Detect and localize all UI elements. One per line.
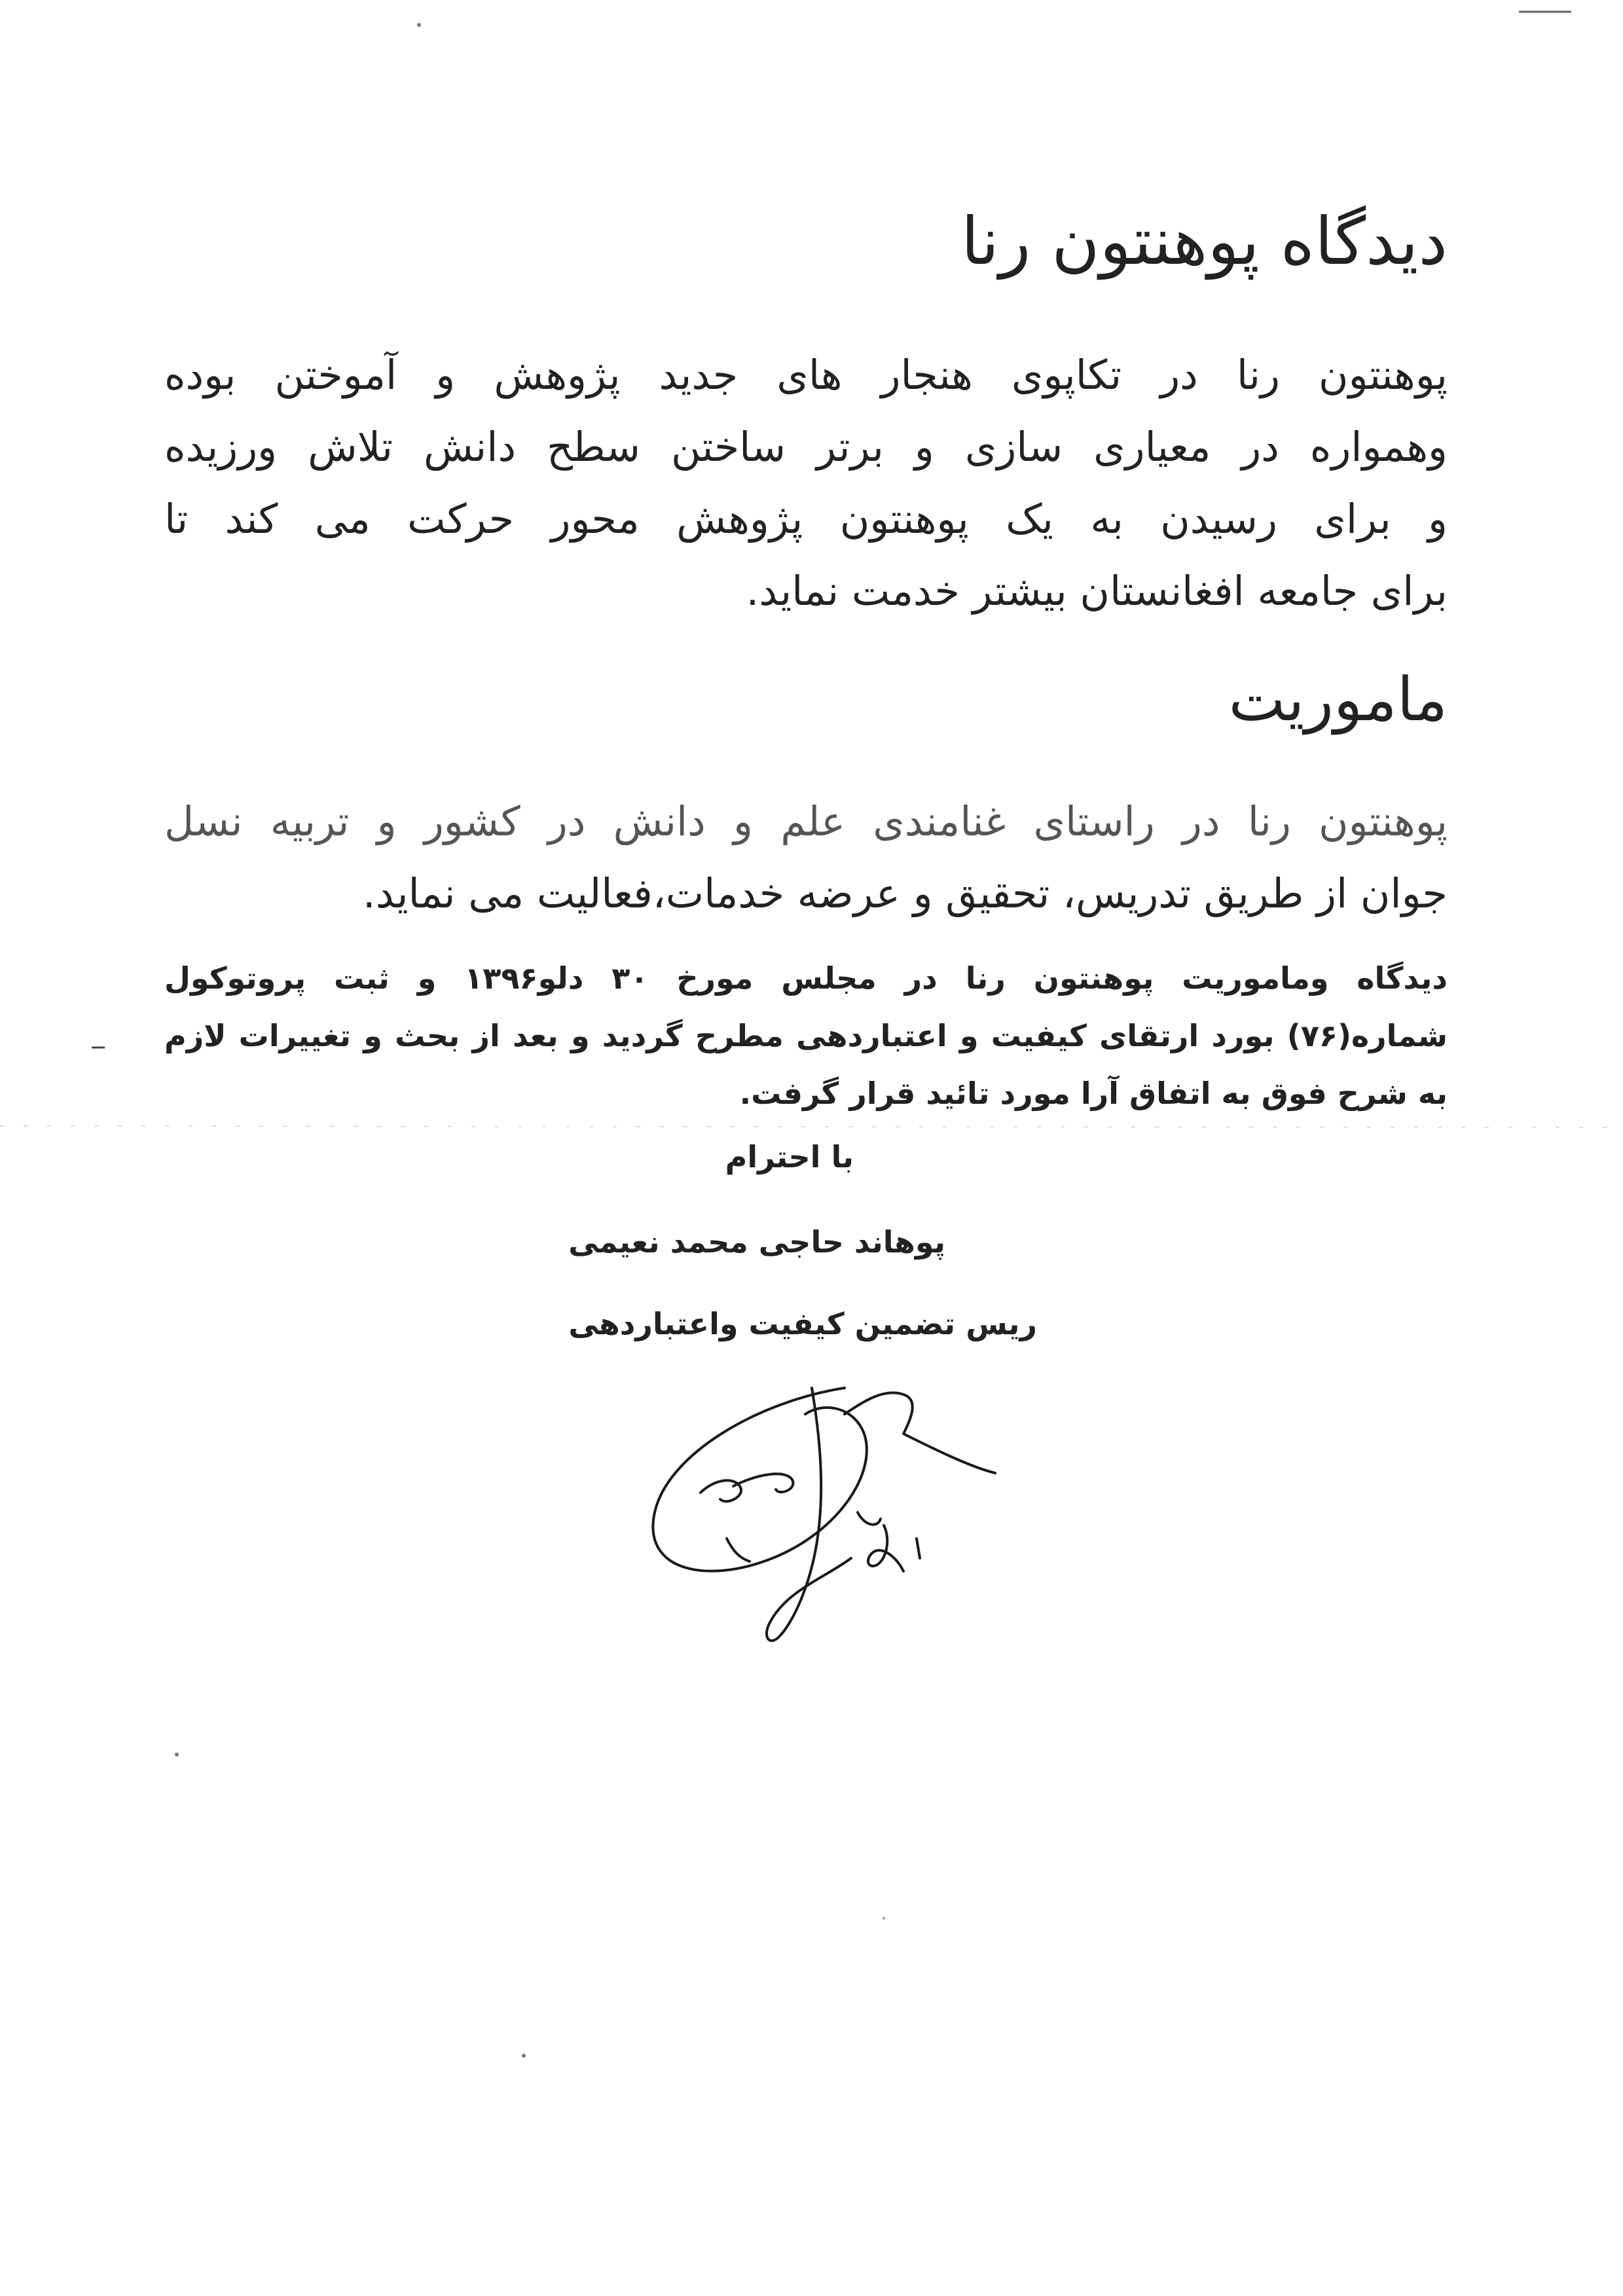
mission-line: جوان از طریق تدریس، تحقیق و عرضه خدمات،فعالیت می نماید. <box>363 869 1448 917</box>
vision-line: و برای رسیدن به یک پوهنتون پژوهش محور حرکت می کند تا <box>164 495 1448 543</box>
vision-heading: دیدگاه پوهنتون رنا <box>960 203 1448 280</box>
approval-note-line: دیدگاه وماموریت پوهنتون رنا در مجلس مورخ ۳۰ دلو۱۳۹۶ و ثبت پروتوکول <box>164 960 1448 996</box>
vision-line: برای جامعه افغانستان بیشتر خدمت نماید. <box>746 567 1448 615</box>
vision-paragraph <box>164 339 1448 627</box>
approval-note-line: به شرح فوق به اتفاق آرا مورد تائید قرار گرفت. <box>739 1076 1448 1111</box>
vision-line: پوهنتون رنا در تکاپوی هنجار های جدید پژوهش و آموختن بوده <box>164 351 1448 399</box>
closing-salutation: با احترام <box>725 1139 854 1175</box>
signer-name: پوهاند حاجی محمد نعیمی <box>568 1224 945 1260</box>
mission-paragraph <box>164 786 1448 930</box>
approval-note-line: شماره(۷۶) بورد ارتقای کیفیت و اعتباردهی مطرح گردید و بعد از بحث و تغییرات لازم <box>164 1018 1448 1053</box>
approval-note <box>164 949 1448 1122</box>
vision-line: وهمواره در معیاری سازی و برتر ساختن سطح دانش تلاش ورزیده <box>164 423 1448 471</box>
mission-line: پوهنتون رنا در راستای غنامندی علم و دانش در کشور و تربیه نسل <box>164 797 1448 845</box>
mission-heading: ماموریت <box>1228 665 1448 735</box>
handwritten-signature <box>629 1362 1087 1676</box>
signer-title: ریس تضمین کیفیت واعتباردهی <box>568 1306 1037 1341</box>
